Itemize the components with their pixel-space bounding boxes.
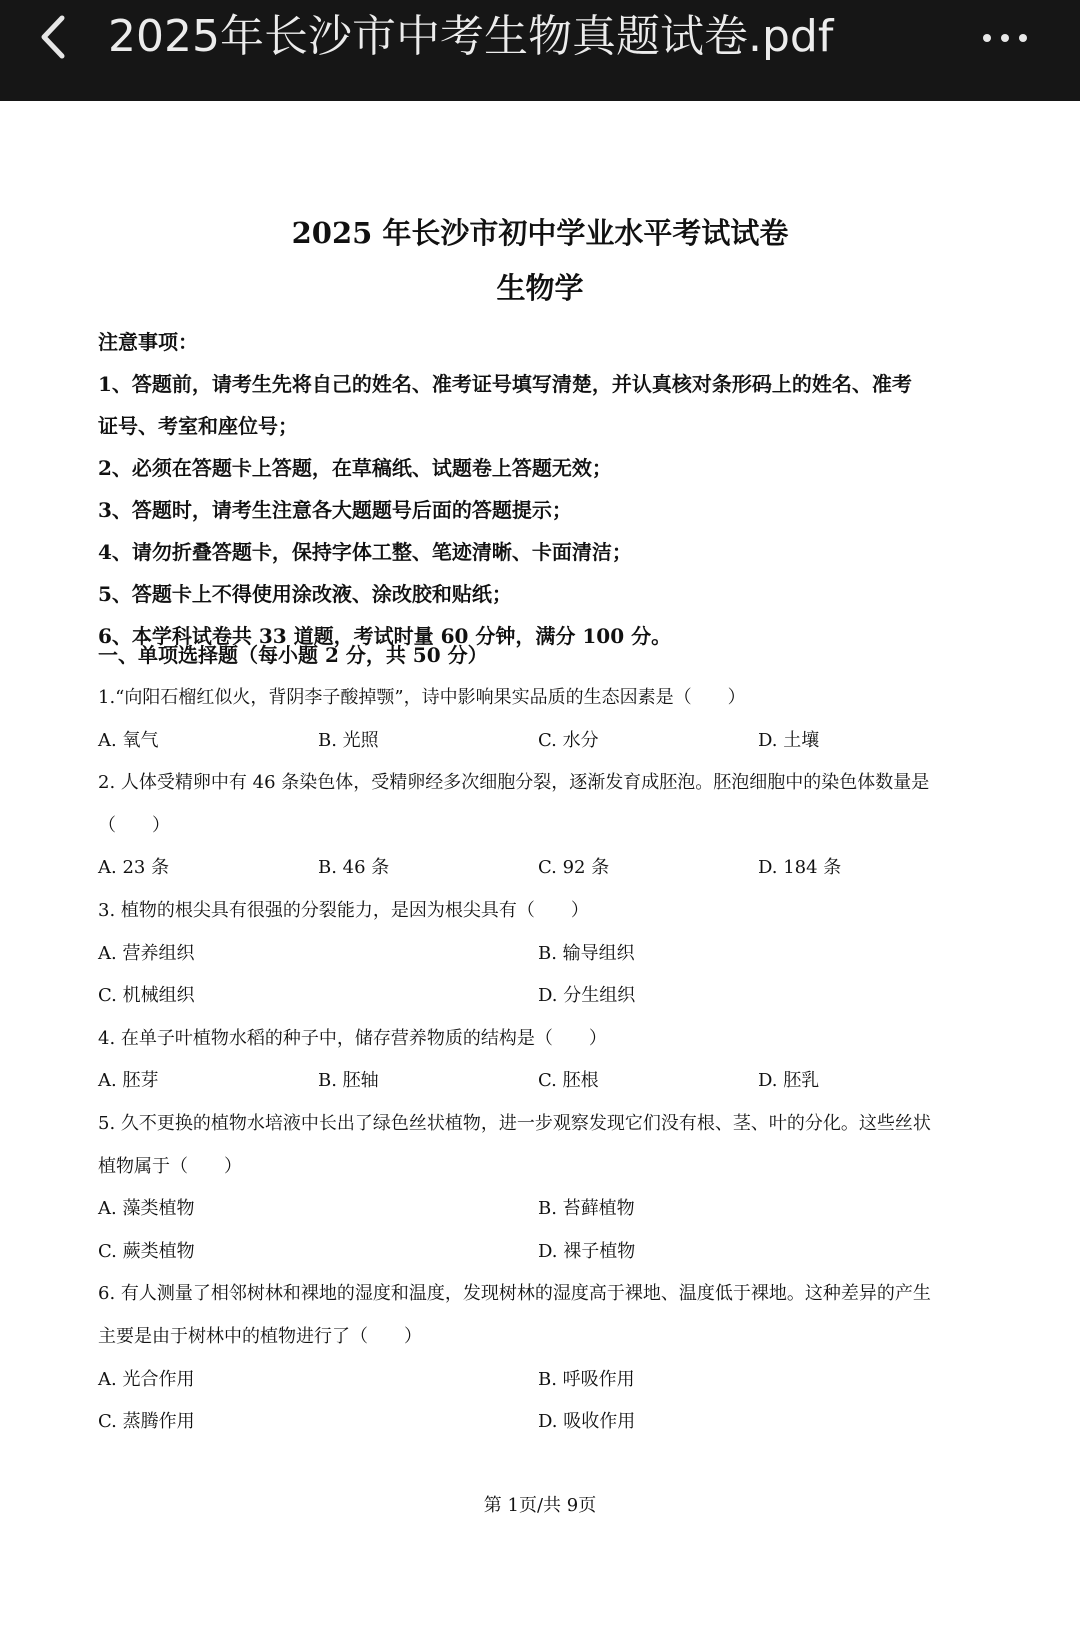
chevron-left-icon [28,10,82,64]
top-bar [0,0,1080,101]
option: C. 92 条 [538,857,610,879]
document-title: 2025 年长沙市初中学业水平考试试卷 [291,216,789,250]
option: A. 光合作用 [98,1368,195,1390]
option-row [98,975,988,1018]
file-title: 2025年长沙市中考生物真题试卷.pdf [108,11,834,62]
option: D. 184 条 [758,857,842,879]
option: B. 光照 [318,729,379,751]
option: A. 氧气 [98,729,159,751]
notice-line: 2、必须在答题卡上答题，在草稿纸、试题卷上答题无效； [98,456,612,480]
more-options-button[interactable] [975,20,1035,54]
question-stem-cont: （ ） [98,814,170,836]
page-number: 第 1页/共 9页 [483,1495,597,1516]
option: B. 输导组织 [538,942,635,964]
option: A. 营养组织 [98,942,195,964]
notice-line: 3、答题时，请考生注意各大题题号后面的答题提示； [98,498,572,522]
option-row [98,933,988,976]
question-stem: 6. 有人测量了相邻树林和裸地的湿度和温度，发现树林的湿度高于裸地、温度低于裸地。这种差异的产生 [98,1283,931,1305]
notice-line: 4、请勿折叠答题卡，保持字体工整、笔迹清晰、卡面清洁； [98,540,632,564]
option: D. 分生组织 [538,985,636,1007]
notice-block [98,321,988,657]
notice-line: 5、答题卡上不得使用涂改液、涂改胶和贴纸； [98,582,512,606]
option: A. 胚芽 [98,1070,159,1092]
notice-heading: 注意事项： [98,330,198,354]
back-button[interactable] [28,10,82,64]
option-row [98,1401,988,1444]
option-row [98,720,988,763]
notice-line: 证号、考室和座位号； [98,414,298,438]
question-stem: 5. 久不更换的植物水培液中长出了绿色丝状植物，进一步观察发现它们没有根、茎、叶的分化。这些丝状 [98,1112,931,1134]
option: B. 胚轴 [318,1070,379,1092]
option-row [98,847,988,890]
option: D. 裸子植物 [538,1240,636,1262]
option: D. 胚乳 [758,1070,820,1092]
option-row [98,1060,988,1103]
option: C. 胚根 [538,1070,599,1092]
option: B. 苔藓植物 [538,1198,635,1220]
option: B. 46 条 [318,857,390,879]
option-row [98,1359,988,1402]
option: A. 23 条 [98,857,170,879]
notice-line: 1、答题前，请考生先将自己的姓名、准考证号填写清楚，并认真核对条形码上的姓名、准考 [98,372,912,396]
question-stem-cont: 植物属于（ ） [98,1155,242,1177]
option: C. 机械组织 [98,985,195,1007]
option: B. 呼吸作用 [538,1368,635,1390]
option: C. 蕨类植物 [98,1240,195,1262]
question-stem: 3. 植物的根尖具有很强的分裂能力，是因为根尖具有（ ） [98,899,589,921]
option: C. 水分 [538,729,599,751]
document-subtitle: 生物学 [496,271,584,305]
option: D. 吸收作用 [538,1411,636,1433]
option-row [98,1188,988,1231]
section-heading: 一、单项选择题（每小题 2 分，共 50 分） [98,643,488,667]
question-stem: 4. 在单子叶植物水稻的种子中，储存营养物质的结构是（ ） [98,1027,607,1049]
question-stem: 2. 人体受精卵中有 46 条染色体，受精卵经多次细胞分裂，逐渐发育成胚泡。胚泡细胞中的染色体数量是 [98,772,930,794]
question-stem: 1.“向阳石榴红似火，背阴李子酸掉颚”，诗中影响果实品质的生态因素是（ ） [98,687,746,708]
question-stem-cont: 主要是由于树林中的植物进行了（ ） [98,1325,422,1347]
option: C. 蒸腾作用 [98,1411,195,1433]
pdf-page [0,101,1080,1627]
option-row [98,1231,988,1274]
question-list [98,677,988,1444]
notice-line: 6、本学科试卷共 33 道题，考试时量 60 分钟，满分 100 分。 [98,624,672,648]
option: A. 藻类植物 [98,1198,195,1220]
option: D. 土壤 [758,729,820,751]
more-horizontal-icon [983,34,991,42]
